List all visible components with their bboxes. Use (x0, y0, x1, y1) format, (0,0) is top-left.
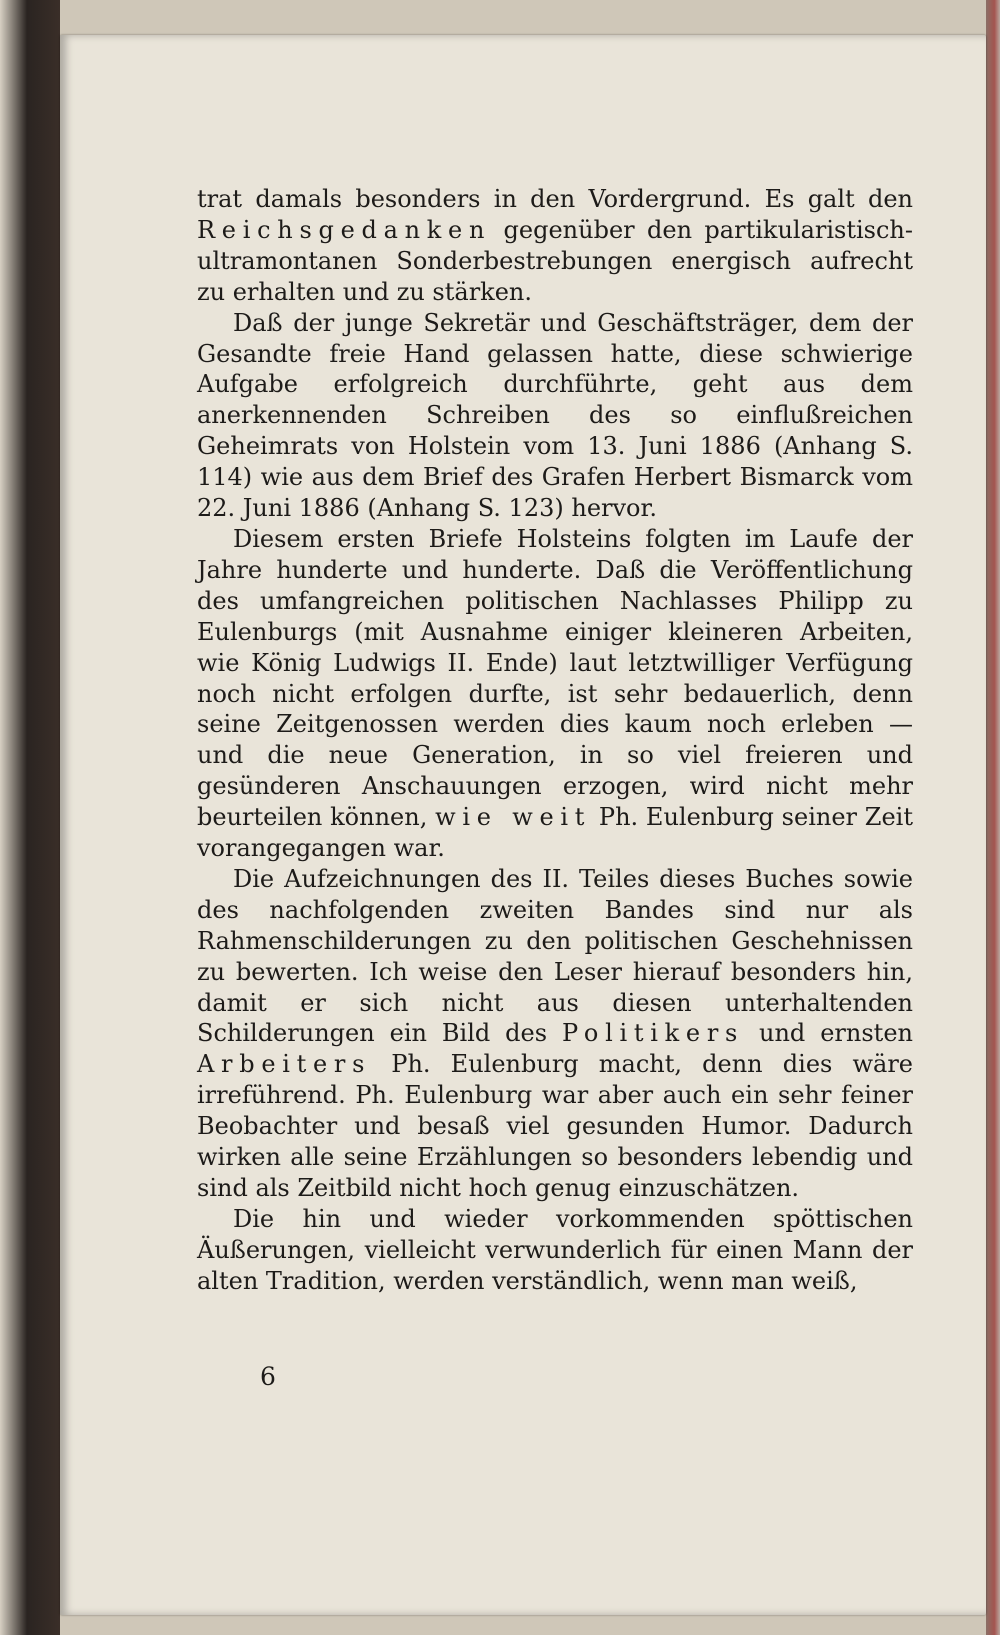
text-run: Diesem ersten Briefe Holsteins folgten im Laufe der Jahre hunderte und hunderte. Daß die Veröffentlichung des umfangreichen politischen Nachlasses Philipp zu Eulenburgs (mit Ausnahme einiger kleineren Arbeiten, wie König Ludwigs II. Ende) laut letztwilliger Verfügung noch nicht erfolgen durfte, ist sehr bedauerlich, denn seine Zeitgenossen werden dies kaum noch erleben — und die neue Generation, in so viel freieren und gesünderen Anschauungen erzogen, wird nicht mehr beurteilen können, (197, 524, 913, 832)
emphasized-text: Reichsgedanken (197, 215, 492, 244)
text-run: Die hin und wieder vorkommenden spöttischen Äußerungen, vielleicht verwunderlich für einen Mann der alten Tradition, werden verständlich, wenn man weiß, (197, 1204, 913, 1295)
paragraph (197, 1204, 913, 1297)
emphasized-text: wie weit (435, 803, 592, 832)
body-text (197, 184, 913, 1297)
text-run: Daß der junge Sekretär und Geschäftsträger, dem der Gesandte freie Hand gelassen hatte, diese schwierige Aufgabe erfolgreich durchführte, geht aus dem anerkennenden Schreiben des so einflußreichen Geheimrats von Holstein vom 13. Juni 1886 (Anhang S. 114) wie aus dem Brief des Grafen Herbert Bismarck vom 22. Juni 1886 (Anhang S. 123) hervor. (197, 308, 913, 523)
text-run: Ph. Eulenburg macht, denn dies wäre irreführend. Ph. Eulenburg war aber auch ein sehr feiner Beobachter und besaß viel gesunden Humor. Dadurch wirken alle seine Erzählungen so besonders lebendig und sind als Zeitbild nicht hoch genug einzuschätzen. (197, 1050, 913, 1202)
text-run: und ernsten (744, 1019, 913, 1048)
emphasized-text: Arbeiters (197, 1050, 372, 1079)
paragraph (197, 864, 913, 1204)
paragraph (197, 184, 913, 308)
book-cover-edge (986, 0, 1000, 1635)
text-run: trat damals besonders in den Vordergrund. Es galt den (197, 185, 913, 213)
text-run: Die Aufzeichnungen des II. Teiles dieses Buches sowie des nachfolgenden zweiten Bandes sind nur als Rahmenschilderungen zu den politischen Geschehnissen zu bewerten. Ich weise den Leser hierauf besonders hin, damit er sich nicht aus diesen unterhaltenden Schilderungen ein Bild des (197, 864, 913, 1048)
paragraph (197, 308, 913, 524)
text-run: Ph. Eulenburg seiner Zeit vorangegangen war. (197, 803, 913, 863)
page-number: 6 (260, 1362, 276, 1391)
emphasized-text: Politikers (562, 1019, 745, 1048)
book-spine (0, 0, 60, 1635)
text-run: gegenüber den partikularistisch-ultramontanen Sonderbestrebungen energisch aufrecht zu erhalten und zu stärken. (197, 215, 913, 306)
paragraph (197, 524, 913, 864)
